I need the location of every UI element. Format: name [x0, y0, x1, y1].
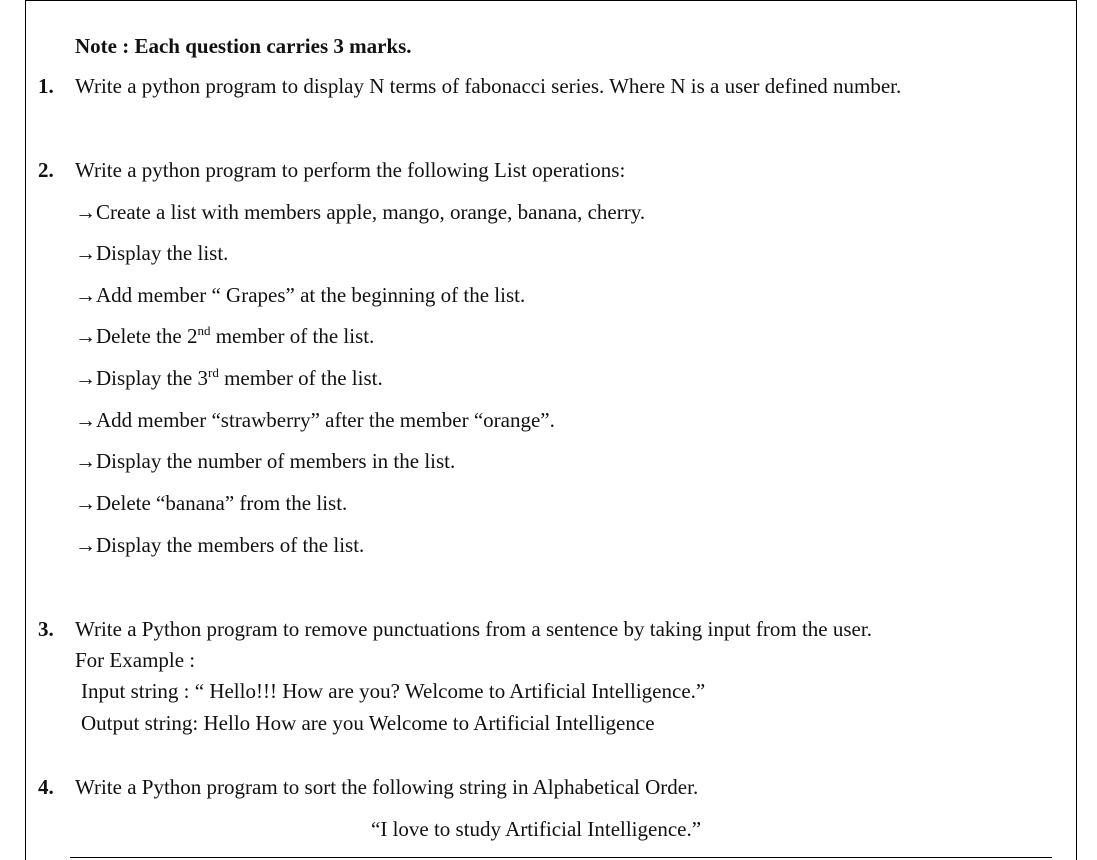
sort-string-quote: “I love to study Artificial Intelligence.” — [371, 817, 702, 841]
list-step-text-end: member of the list. — [218, 366, 383, 390]
example-output-string: Output string: Hello How are you Welcome to Artificial Intelligence — [81, 711, 655, 735]
arrow-icon: → — [75, 324, 96, 348]
list-step-text: Display the 3 — [96, 366, 208, 390]
ordinal-suffix: nd — [197, 323, 211, 338]
arrow-icon: → — [75, 283, 96, 307]
list-step-3 — [75, 283, 525, 308]
question-3-number: 3. — [38, 617, 54, 641]
list-step-8 — [75, 491, 347, 516]
arrow-icon: → — [75, 533, 96, 557]
example-input-string: Input string : “ Hello!!! How are you? Welcome to Artificial Intelligence.” — [81, 679, 706, 703]
list-step-4 — [75, 324, 374, 349]
arrow-icon: → — [75, 449, 96, 473]
question-1-number: 1. — [38, 74, 54, 98]
ordinal-suffix: rd — [207, 365, 219, 380]
list-step-text: Display the members of the list. — [96, 533, 365, 557]
arrow-icon: → — [75, 366, 96, 390]
example-label: For Example : — [75, 648, 196, 672]
list-step-5 — [75, 366, 383, 391]
bottom-divider — [70, 857, 1052, 858]
question-2-number: 2. — [38, 158, 54, 182]
question-1-text: Write a python program to display N terms of fabonacci series. Where N is a user defined number. — [75, 74, 902, 98]
list-step-text: Add member “ Grapes” at the beginning of the list. — [96, 283, 526, 307]
note-heading: Note : Each question carries 3 marks. — [75, 34, 412, 58]
list-step-text: Create a list with members apple, mango, orange, banana, cherry. — [96, 200, 646, 224]
list-step-text: Delete the 2 — [96, 324, 198, 348]
arrow-icon: → — [75, 200, 96, 224]
list-step-text: Display the number of members in the list. — [96, 449, 456, 473]
list-step-text: Add member “strawberry” after the member “orange”. — [96, 408, 555, 432]
list-step-1 — [75, 200, 645, 225]
list-step-text-end: member of the list. — [210, 324, 375, 348]
question-3-text: Write a Python program to remove punctuations from a sentence by taking input from the user. — [75, 617, 872, 641]
list-step-text: Display the list. — [96, 241, 229, 265]
list-step-7 — [75, 449, 455, 474]
question-4-text: Write a Python program to sort the following string in Alphabetical Order. — [75, 775, 699, 799]
question-2-text: Write a python program to perform the following List operations: — [75, 158, 626, 182]
arrow-icon: → — [75, 491, 96, 515]
question-4-number: 4. — [38, 775, 54, 799]
arrow-icon: → — [75, 241, 96, 265]
arrow-icon: → — [75, 408, 96, 432]
list-step-9 — [75, 533, 364, 558]
list-step-2 — [75, 241, 228, 266]
list-step-6 — [75, 408, 555, 433]
list-step-text: Delete “banana” from the list. — [96, 491, 348, 515]
